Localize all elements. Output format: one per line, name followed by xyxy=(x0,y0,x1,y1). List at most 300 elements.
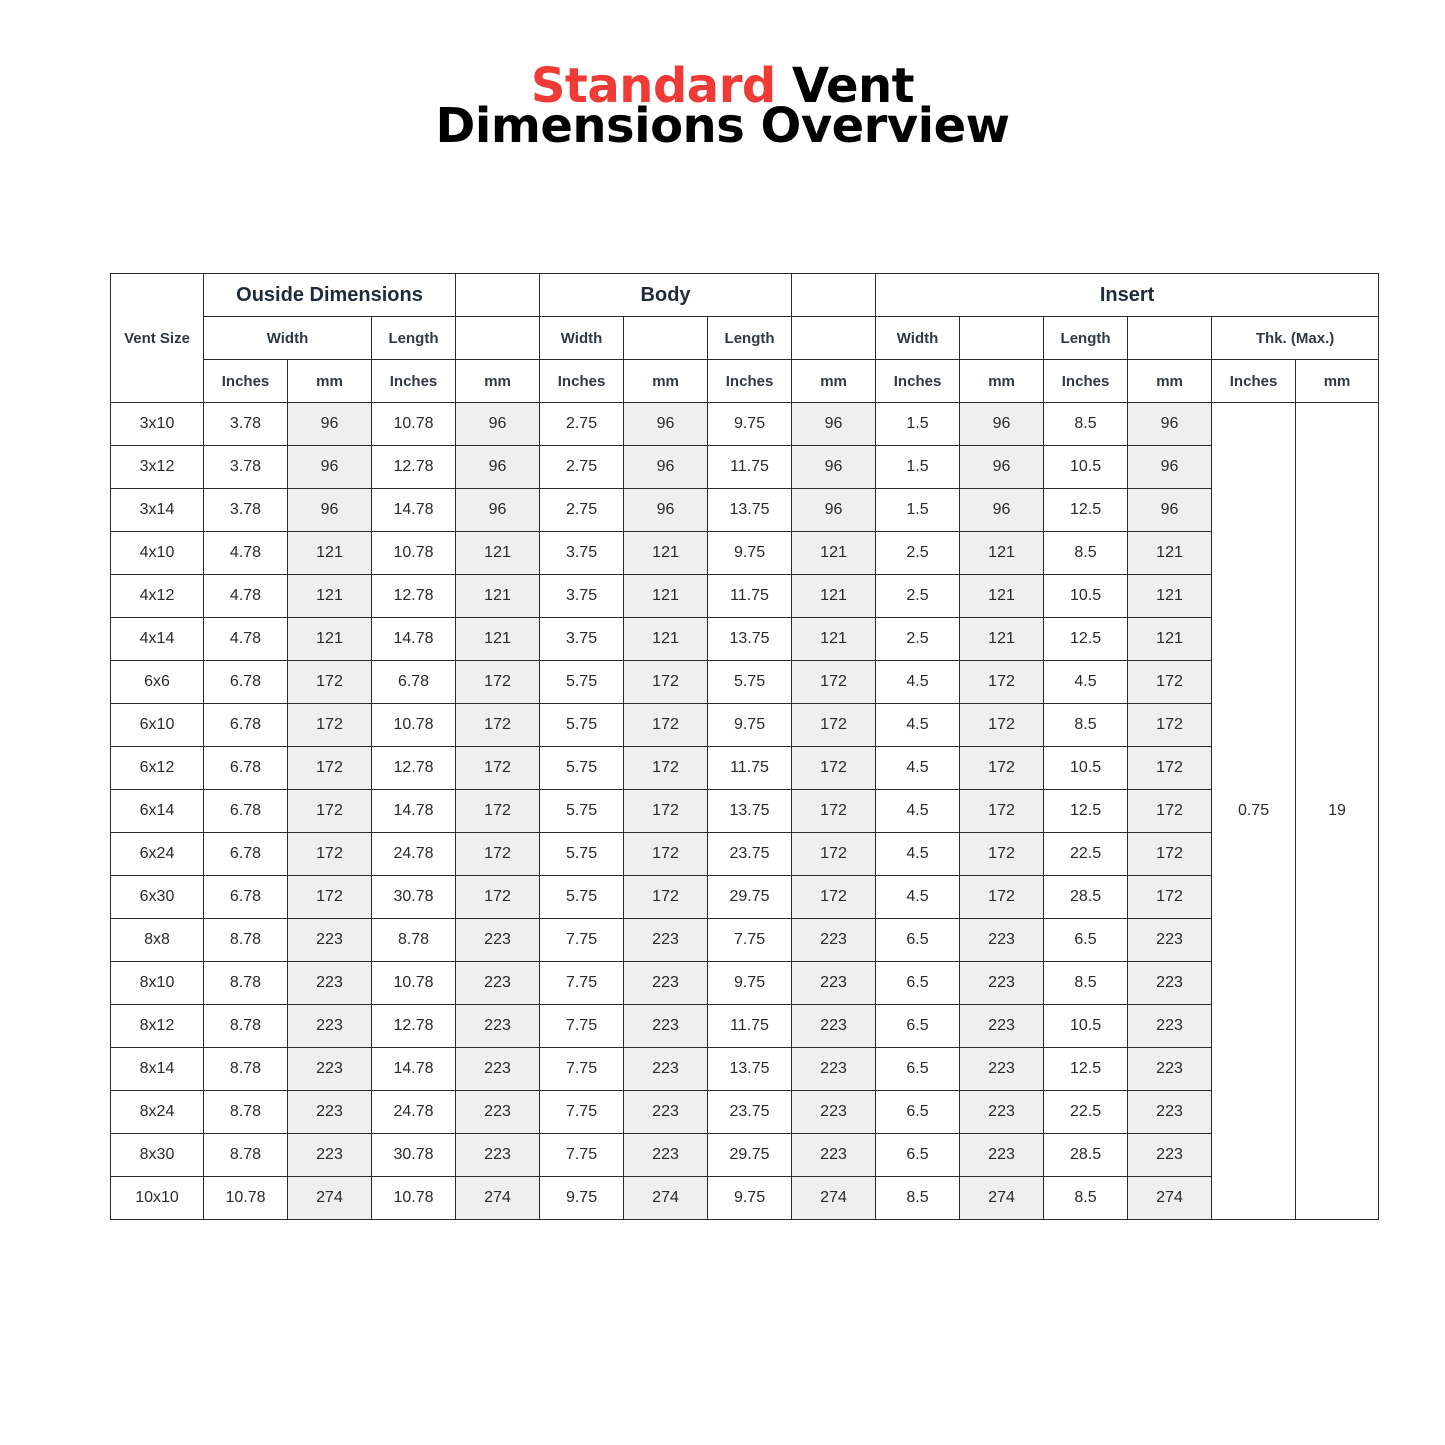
vent-size-cell: 3x12 xyxy=(111,446,204,489)
table-cell: 13.75 xyxy=(708,618,792,661)
header-outside-length: Length xyxy=(372,317,456,360)
table-cell: 4.5 xyxy=(876,790,960,833)
table-cell: 223 xyxy=(288,1091,372,1134)
header-body-length: Length xyxy=(708,317,792,360)
header-empty-cell xyxy=(456,317,540,360)
page-title xyxy=(0,58,1445,154)
table-cell: 223 xyxy=(1128,919,1212,962)
table-cell: 96 xyxy=(288,403,372,446)
table-cell: 6.78 xyxy=(204,661,288,704)
header-empty-cell xyxy=(960,317,1044,360)
table-cell: 223 xyxy=(456,1005,540,1048)
unit-mm: mm xyxy=(1128,360,1212,403)
unit-inches: Inches xyxy=(204,360,288,403)
table-cell: 223 xyxy=(960,1091,1044,1134)
table-cell: 10.5 xyxy=(1044,575,1128,618)
table-cell: 172 xyxy=(1128,661,1212,704)
table-cell: 6.5 xyxy=(876,1005,960,1048)
table-cell: 6.78 xyxy=(372,661,456,704)
vent-size-cell: 8x8 xyxy=(111,919,204,962)
table-cell: 274 xyxy=(624,1177,708,1220)
table-cell: 7.75 xyxy=(540,1048,624,1091)
vent-size-cell: 6x10 xyxy=(111,704,204,747)
table-cell: 121 xyxy=(288,575,372,618)
table-cell: 3.78 xyxy=(204,489,288,532)
table-cell: 5.75 xyxy=(540,833,624,876)
table-cell: 172 xyxy=(792,876,876,919)
vent-size-cell: 10x10 xyxy=(111,1177,204,1220)
table-cell: 223 xyxy=(1128,1134,1212,1177)
table-cell: 121 xyxy=(792,532,876,575)
table-cell: 12.78 xyxy=(372,747,456,790)
table-cell: 223 xyxy=(624,1091,708,1134)
table-cell: 6.5 xyxy=(876,919,960,962)
vent-size-cell: 8x10 xyxy=(111,962,204,1005)
table-cell: 24.78 xyxy=(372,1091,456,1134)
table-cell: 10.5 xyxy=(1044,1005,1128,1048)
table-cell: 96 xyxy=(624,489,708,532)
table-cell: 9.75 xyxy=(708,1177,792,1220)
header-insert: Insert xyxy=(876,274,1379,317)
table-cell: 22.5 xyxy=(1044,833,1128,876)
table-cell: 121 xyxy=(456,575,540,618)
table-cell: 96 xyxy=(960,489,1044,532)
unit-inches: Inches xyxy=(1044,360,1128,403)
table-cell: 8.5 xyxy=(1044,403,1128,446)
table-cell: 274 xyxy=(1128,1177,1212,1220)
vent-size-cell: 8x14 xyxy=(111,1048,204,1091)
table-cell: 121 xyxy=(624,575,708,618)
vent-size-cell: 6x12 xyxy=(111,747,204,790)
table-cell: 223 xyxy=(792,1048,876,1091)
table-cell: 223 xyxy=(792,1091,876,1134)
table-cell: 96 xyxy=(1128,403,1212,446)
table-cell: 223 xyxy=(792,1005,876,1048)
table-cell: 5.75 xyxy=(540,790,624,833)
table-cell: 4.5 xyxy=(876,747,960,790)
table-cell: 121 xyxy=(288,618,372,661)
table-cell: 172 xyxy=(456,704,540,747)
table-cell: 6.78 xyxy=(204,790,288,833)
table-cell: 6.78 xyxy=(204,833,288,876)
table-cell: 223 xyxy=(288,1048,372,1091)
table-cell: 172 xyxy=(960,790,1044,833)
table-cell: 172 xyxy=(288,833,372,876)
vent-size-cell: 8x12 xyxy=(111,1005,204,1048)
table-cell: 223 xyxy=(624,919,708,962)
table-cell: 121 xyxy=(288,532,372,575)
table-row xyxy=(111,747,1379,790)
table-cell: 172 xyxy=(456,833,540,876)
table-cell: 96 xyxy=(288,489,372,532)
table-cell: 29.75 xyxy=(708,876,792,919)
table-cell: 172 xyxy=(960,833,1044,876)
table-cell: 14.78 xyxy=(372,618,456,661)
table-cell: 96 xyxy=(456,403,540,446)
table-cell: 4.78 xyxy=(204,575,288,618)
table-cell: 12.5 xyxy=(1044,790,1128,833)
table-cell: 223 xyxy=(288,1005,372,1048)
table-cell: 223 xyxy=(1128,1091,1212,1134)
unit-inches: Inches xyxy=(540,360,624,403)
table-cell: 121 xyxy=(960,575,1044,618)
table-cell: 223 xyxy=(1128,1048,1212,1091)
title-line-2: Dimensions Overview xyxy=(435,98,1010,154)
table-cell: 172 xyxy=(624,876,708,919)
vent-size-cell: 3x10 xyxy=(111,403,204,446)
table-cell: 96 xyxy=(624,403,708,446)
table-cell: 172 xyxy=(960,747,1044,790)
table-cell: 96 xyxy=(960,403,1044,446)
unit-mm: mm xyxy=(456,360,540,403)
table-cell: 121 xyxy=(1128,532,1212,575)
table-cell: 121 xyxy=(456,618,540,661)
table-cell: 172 xyxy=(1128,747,1212,790)
table-cell: 223 xyxy=(624,1005,708,1048)
table-cell: 5.75 xyxy=(540,876,624,919)
table-cell: 2.75 xyxy=(540,403,624,446)
table-row xyxy=(111,1177,1379,1220)
table-cell: 8.78 xyxy=(204,1091,288,1134)
table-cell: 11.75 xyxy=(708,747,792,790)
table-row xyxy=(111,532,1379,575)
table-cell: 12.5 xyxy=(1044,618,1128,661)
table-cell: 172 xyxy=(1128,833,1212,876)
table-cell: 4.78 xyxy=(204,618,288,661)
table-cell: 223 xyxy=(288,962,372,1005)
table-cell: 96 xyxy=(624,446,708,489)
table-cell: 13.75 xyxy=(708,790,792,833)
header-insert-thk: Thk. (Max.) xyxy=(1212,317,1379,360)
table-cell: 5.75 xyxy=(540,661,624,704)
table-cell: 223 xyxy=(960,1048,1044,1091)
table-cell: 172 xyxy=(624,790,708,833)
table-cell: 96 xyxy=(456,489,540,532)
table-cell: 172 xyxy=(792,704,876,747)
table-cell: 96 xyxy=(792,403,876,446)
header-empty-cell xyxy=(624,317,708,360)
table-cell: 7.75 xyxy=(540,1091,624,1134)
table-cell: 172 xyxy=(960,876,1044,919)
unit-inches: Inches xyxy=(372,360,456,403)
table-cell: 172 xyxy=(792,747,876,790)
table-row xyxy=(111,1091,1379,1134)
table-cell: 3.75 xyxy=(540,575,624,618)
table-cell: 223 xyxy=(456,1134,540,1177)
table-cell: 24.78 xyxy=(372,833,456,876)
table-cell: 121 xyxy=(792,575,876,618)
table-cell: 223 xyxy=(624,1134,708,1177)
table-cell: 10.78 xyxy=(372,962,456,1005)
table-cell: 96 xyxy=(456,446,540,489)
table-cell: 9.75 xyxy=(708,704,792,747)
table-cell: 6.5 xyxy=(876,1091,960,1134)
table-cell: 10.78 xyxy=(372,403,456,446)
vent-size-cell: 6x30 xyxy=(111,876,204,919)
table-cell: 172 xyxy=(288,704,372,747)
table-cell: 6.78 xyxy=(204,876,288,919)
header-outside-dimensions: Ouside Dimensions xyxy=(204,274,456,317)
title-accent: Standard xyxy=(530,58,776,114)
table-cell: 172 xyxy=(1128,876,1212,919)
table-cell: 12.5 xyxy=(1044,489,1128,532)
table-cell: 8.78 xyxy=(204,1134,288,1177)
table-cell: 8.5 xyxy=(1044,532,1128,575)
table-cell: 223 xyxy=(456,962,540,1005)
table-cell: 172 xyxy=(456,876,540,919)
table-cell: 1.5 xyxy=(876,489,960,532)
table-cell: 223 xyxy=(456,919,540,962)
table-cell: 274 xyxy=(456,1177,540,1220)
table-cell: 172 xyxy=(624,747,708,790)
table-cell: 172 xyxy=(288,747,372,790)
table-cell: 223 xyxy=(792,919,876,962)
table-row xyxy=(111,618,1379,661)
table-cell: 96 xyxy=(960,446,1044,489)
header-empty-cell xyxy=(1128,317,1212,360)
table-cell: 10.5 xyxy=(1044,446,1128,489)
table-cell: 121 xyxy=(1128,575,1212,618)
table-cell: 28.5 xyxy=(1044,876,1128,919)
table-cell: 274 xyxy=(960,1177,1044,1220)
table-cell: 4.5 xyxy=(1044,661,1128,704)
vent-size-cell: 6x14 xyxy=(111,790,204,833)
table-cell: 96 xyxy=(792,446,876,489)
thk-mm-cell: 19 xyxy=(1296,403,1379,1220)
vent-size-cell: 8x24 xyxy=(111,1091,204,1134)
table-cell: 6.78 xyxy=(204,747,288,790)
unit-mm: mm xyxy=(960,360,1044,403)
table-cell: 10.78 xyxy=(372,704,456,747)
table-cell: 121 xyxy=(1128,618,1212,661)
table-cell: 223 xyxy=(456,1091,540,1134)
table-cell: 223 xyxy=(960,919,1044,962)
table-cell: 223 xyxy=(960,962,1044,1005)
table-row xyxy=(111,489,1379,532)
table-cell: 14.78 xyxy=(372,790,456,833)
table-row xyxy=(111,403,1379,446)
unit-mm: mm xyxy=(1296,360,1379,403)
table-cell: 9.75 xyxy=(540,1177,624,1220)
table-cell: 223 xyxy=(288,1134,372,1177)
vent-size-cell: 4x10 xyxy=(111,532,204,575)
table-cell: 30.78 xyxy=(372,1134,456,1177)
table-cell: 172 xyxy=(792,790,876,833)
table-cell: 12.78 xyxy=(372,1005,456,1048)
unit-mm: mm xyxy=(624,360,708,403)
table-cell: 7.75 xyxy=(540,1005,624,1048)
table-cell: 274 xyxy=(792,1177,876,1220)
table-row xyxy=(111,790,1379,833)
table-cell: 13.75 xyxy=(708,489,792,532)
table-row xyxy=(111,962,1379,1005)
table-cell: 6.5 xyxy=(876,1134,960,1177)
table-cell: 121 xyxy=(792,618,876,661)
header-body-width: Width xyxy=(540,317,624,360)
table-cell: 121 xyxy=(624,618,708,661)
vent-size-cell: 4x14 xyxy=(111,618,204,661)
table-row xyxy=(111,1134,1379,1177)
table-cell: 2.75 xyxy=(540,446,624,489)
table-cell: 2.5 xyxy=(876,618,960,661)
table-cell: 8.5 xyxy=(876,1177,960,1220)
table-row xyxy=(111,704,1379,747)
table-cell: 8.5 xyxy=(1044,704,1128,747)
table-cell: 223 xyxy=(792,1134,876,1177)
table-cell: 30.78 xyxy=(372,876,456,919)
table-cell: 10.5 xyxy=(1044,747,1128,790)
table-cell: 121 xyxy=(960,532,1044,575)
table-cell: 172 xyxy=(288,790,372,833)
header-insert-width: Width xyxy=(876,317,960,360)
vent-dimensions-table xyxy=(110,273,1379,1220)
table-cell: 172 xyxy=(456,747,540,790)
table-cell: 4.78 xyxy=(204,532,288,575)
table-cell: 4.5 xyxy=(876,876,960,919)
table-cell: 4.5 xyxy=(876,833,960,876)
table-row xyxy=(111,1048,1379,1091)
table-cell: 29.75 xyxy=(708,1134,792,1177)
table-row xyxy=(111,919,1379,962)
table-cell: 172 xyxy=(624,661,708,704)
table-cell: 172 xyxy=(1128,790,1212,833)
table-cell: 23.75 xyxy=(708,833,792,876)
table-cell: 12.5 xyxy=(1044,1048,1128,1091)
table-cell: 121 xyxy=(456,532,540,575)
table-cell: 7.75 xyxy=(540,1134,624,1177)
table-cell: 96 xyxy=(288,446,372,489)
table-cell: 172 xyxy=(624,704,708,747)
table-cell: 172 xyxy=(456,790,540,833)
table-cell: 2.5 xyxy=(876,575,960,618)
table-cell: 223 xyxy=(456,1048,540,1091)
table-row xyxy=(111,446,1379,489)
vent-size-cell: 6x24 xyxy=(111,833,204,876)
table-cell: 274 xyxy=(288,1177,372,1220)
table-cell: 11.75 xyxy=(708,446,792,489)
unit-inches: Inches xyxy=(708,360,792,403)
table-cell: 223 xyxy=(1128,1005,1212,1048)
table-cell: 172 xyxy=(1128,704,1212,747)
table-cell: 10.78 xyxy=(372,1177,456,1220)
table-cell: 172 xyxy=(792,833,876,876)
table-cell: 6.78 xyxy=(204,704,288,747)
header-insert-length: Length xyxy=(1044,317,1128,360)
table-cell: 1.5 xyxy=(876,403,960,446)
table-body xyxy=(111,403,1379,1220)
table-cell: 8.78 xyxy=(204,1005,288,1048)
table-cell: 2.75 xyxy=(540,489,624,532)
table-cell: 3.75 xyxy=(540,532,624,575)
table-cell: 12.78 xyxy=(372,446,456,489)
table-cell: 223 xyxy=(624,1048,708,1091)
table-cell: 121 xyxy=(624,532,708,575)
table-cell: 14.78 xyxy=(372,489,456,532)
vent-size-cell: 6x6 xyxy=(111,661,204,704)
unit-mm: mm xyxy=(288,360,372,403)
table-cell: 1.5 xyxy=(876,446,960,489)
vent-size-cell: 4x12 xyxy=(111,575,204,618)
table-cell: 223 xyxy=(960,1005,1044,1048)
table-cell: 7.75 xyxy=(540,919,624,962)
vent-size-cell: 3x14 xyxy=(111,489,204,532)
table-cell: 172 xyxy=(456,661,540,704)
table-cell: 9.75 xyxy=(708,403,792,446)
table-cell: 223 xyxy=(624,962,708,1005)
title-rest: Vent xyxy=(775,58,915,114)
table-cell: 8.78 xyxy=(372,919,456,962)
unit-mm: mm xyxy=(792,360,876,403)
table-row xyxy=(111,876,1379,919)
table-cell: 3.78 xyxy=(204,446,288,489)
table-cell: 223 xyxy=(1128,962,1212,1005)
table-cell: 8.78 xyxy=(204,1048,288,1091)
table-cell: 8.5 xyxy=(1044,1177,1128,1220)
header-empty-cell xyxy=(792,317,876,360)
table-cell: 4.5 xyxy=(876,704,960,747)
table-cell: 12.78 xyxy=(372,575,456,618)
table-cell: 9.75 xyxy=(708,532,792,575)
table-cell: 96 xyxy=(1128,489,1212,532)
table-cell: 172 xyxy=(960,704,1044,747)
table-cell: 3.75 xyxy=(540,618,624,661)
table-cell: 96 xyxy=(1128,446,1212,489)
thk-inches-cell: 0.75 xyxy=(1212,403,1296,1220)
table-cell: 96 xyxy=(792,489,876,532)
table-cell: 6.5 xyxy=(876,1048,960,1091)
table-cell: 8.5 xyxy=(1044,962,1128,1005)
table-cell: 223 xyxy=(288,919,372,962)
header-vent-size: Vent Size xyxy=(111,274,204,403)
table-cell: 7.75 xyxy=(708,919,792,962)
table-row xyxy=(111,833,1379,876)
table-cell: 6.5 xyxy=(1044,919,1128,962)
table-cell: 5.75 xyxy=(540,704,624,747)
table-cell: 10.78 xyxy=(204,1177,288,1220)
header-empty-cell xyxy=(792,274,876,317)
table-cell: 22.5 xyxy=(1044,1091,1128,1134)
unit-inches: Inches xyxy=(1212,360,1296,403)
table-cell: 172 xyxy=(624,833,708,876)
header-empty-cell xyxy=(456,274,540,317)
table-row xyxy=(111,661,1379,704)
table-cell: 6.5 xyxy=(876,962,960,1005)
table-cell: 4.5 xyxy=(876,661,960,704)
unit-inches: Inches xyxy=(876,360,960,403)
table-cell: 223 xyxy=(792,962,876,1005)
table-cell: 7.75 xyxy=(540,962,624,1005)
table-cell: 172 xyxy=(960,661,1044,704)
vent-size-cell: 8x30 xyxy=(111,1134,204,1177)
table-cell: 28.5 xyxy=(1044,1134,1128,1177)
table-cell: 10.78 xyxy=(372,532,456,575)
table-cell: 8.78 xyxy=(204,962,288,1005)
table-cell: 5.75 xyxy=(540,747,624,790)
table-cell: 13.75 xyxy=(708,1048,792,1091)
header-body: Body xyxy=(540,274,792,317)
table-cell: 14.78 xyxy=(372,1048,456,1091)
table-cell: 223 xyxy=(960,1134,1044,1177)
table-cell: 9.75 xyxy=(708,962,792,1005)
table-cell: 11.75 xyxy=(708,1005,792,1048)
table-row xyxy=(111,575,1379,618)
header-outside-width: Width xyxy=(204,317,372,360)
table-cell: 23.75 xyxy=(708,1091,792,1134)
table-row xyxy=(111,1005,1379,1048)
table-cell: 172 xyxy=(792,661,876,704)
table-cell: 11.75 xyxy=(708,575,792,618)
table-cell: 2.5 xyxy=(876,532,960,575)
